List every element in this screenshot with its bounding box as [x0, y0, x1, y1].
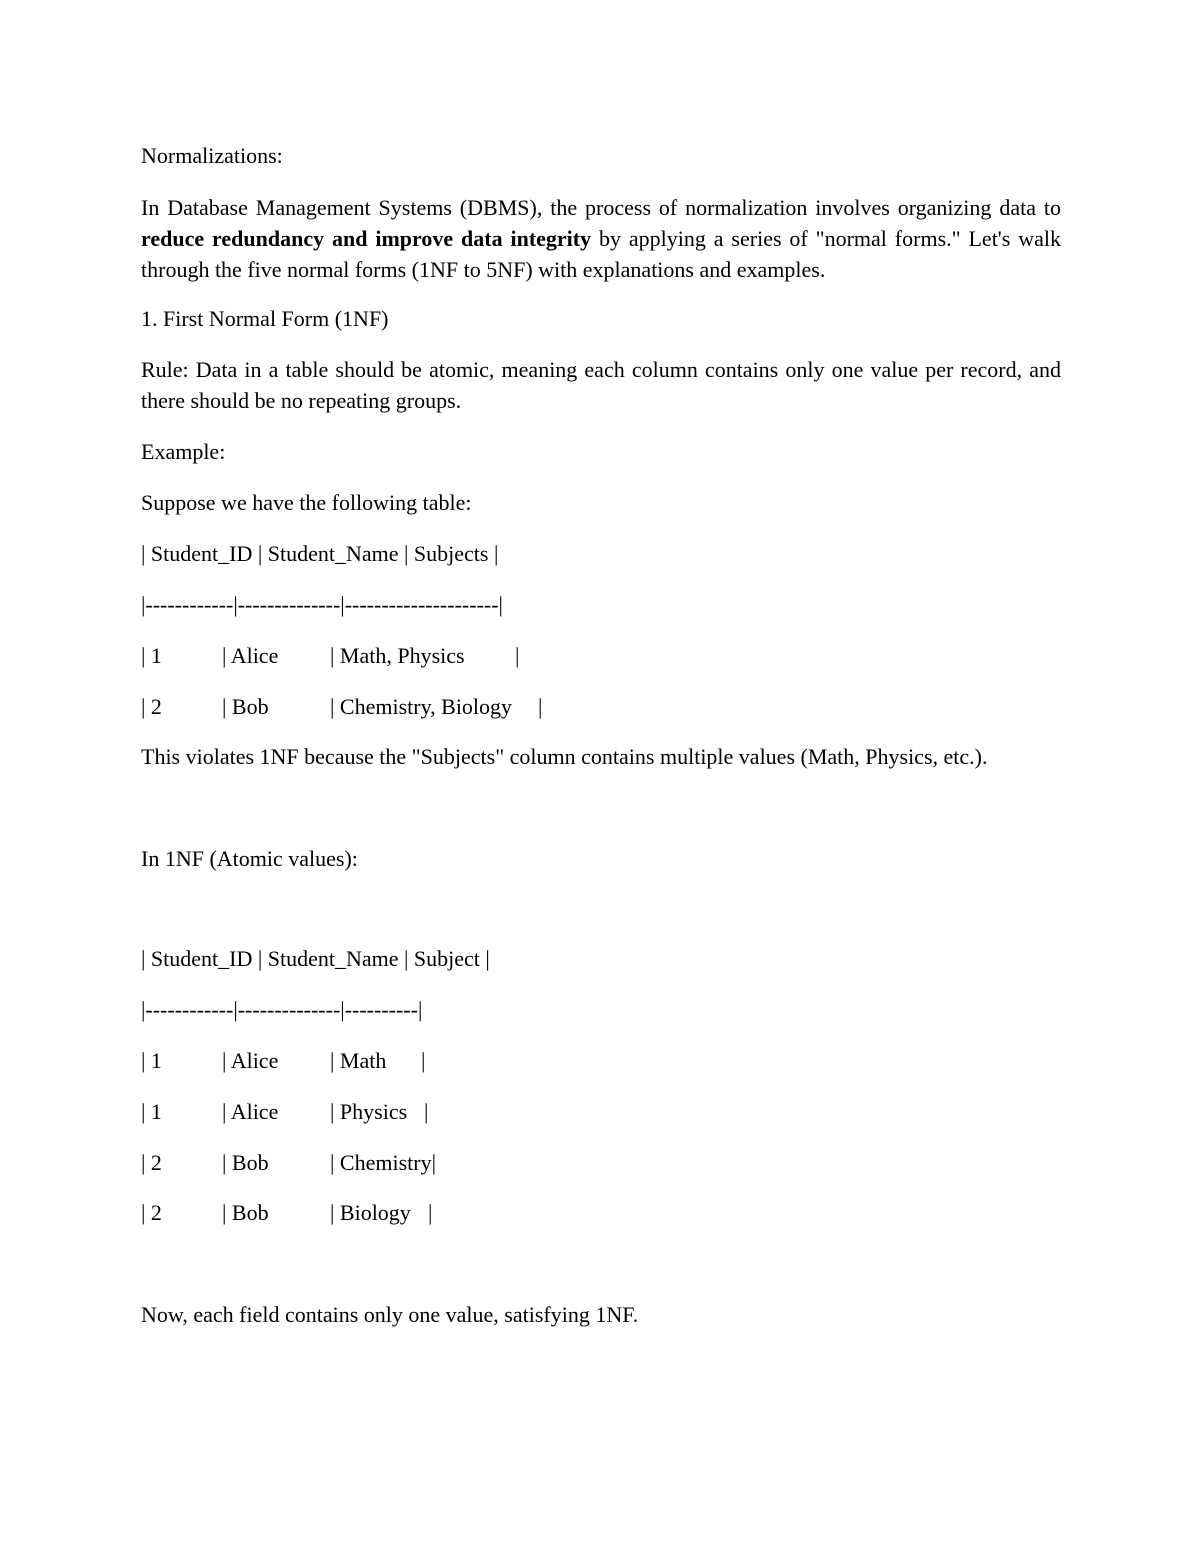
table2-row1-subject: | Math: [330, 1048, 387, 1073]
table2-row2-subject: | Physics: [330, 1099, 408, 1124]
table1-row2-id: | 2: [141, 694, 162, 719]
table1-row1-subjects: | Math, Physics: [330, 643, 465, 668]
intro-text-1: In Database Management Systems (DBMS), the process of normalization involves organizing data to: [141, 195, 1061, 220]
in-1nf-label: In 1NF (Atomic values):: [141, 846, 358, 871]
table2-row4-id: | 2: [141, 1200, 162, 1225]
table2-row1-end: |: [421, 1048, 426, 1073]
table1-header: | Student_ID | Student_Name | Subjects |: [141, 541, 499, 566]
table1-row2-end: |: [538, 694, 543, 719]
document-title: Normalizations:: [141, 143, 283, 168]
table2-row4-end: |: [428, 1200, 433, 1225]
table2-row4-subject: | Biology: [330, 1200, 411, 1225]
table2-row2-id: | 1: [141, 1099, 162, 1124]
rule-paragraph: Rule: Data in a table should be atomic, meaning each column contains only one value per record, and there should be no repeating groups.: [141, 357, 1061, 413]
table2-separator: |------------|--------------|----------|: [141, 997, 423, 1022]
table2-row1-id: | 1: [141, 1048, 162, 1073]
table2-row3-subject: | Chemistry|: [330, 1150, 436, 1175]
table1-row1-end: |: [515, 643, 520, 668]
intro-bold-text: reduce redundancy and improve data integrity: [141, 226, 592, 251]
example-label: Example:: [141, 439, 226, 464]
section-heading-1nf: 1. First Normal Form (1NF): [141, 306, 389, 331]
table1-separator: |------------|--------------|---------------------|: [141, 592, 503, 617]
table1-row2-name: | Bob: [222, 694, 269, 719]
conclusion-text: Now, each field contains only one value, satisfying 1NF.: [141, 1302, 639, 1327]
intro-text-2: by applying a series of "normal forms." Let's walk through the five normal forms (1NF to 5NF) with explanations and examples.: [141, 226, 1061, 282]
table1-row2-subjects: | Chemistry, Biology: [330, 694, 513, 719]
suppose-text: Suppose we have the following table:: [141, 490, 472, 515]
table2-row2-name: | Alice: [222, 1099, 279, 1124]
table2-row2-end: |: [424, 1099, 429, 1124]
violation-text: This violates 1NF because the "Subjects" column contains multiple values (Math, Physics, etc.).: [141, 744, 988, 769]
table2-row4-name: | Bob: [222, 1200, 269, 1225]
table2-row3-name: | Bob: [222, 1150, 269, 1175]
table1-row1-id: | 1: [141, 643, 162, 668]
intro-paragraph: [141, 192, 1061, 285]
table2-row3-id: | 2: [141, 1150, 162, 1175]
table2-header: | Student_ID | Student_Name | Subject |: [141, 946, 490, 971]
table1-row1-name: | Alice: [222, 643, 279, 668]
table2-row1-name: | Alice: [222, 1048, 279, 1073]
